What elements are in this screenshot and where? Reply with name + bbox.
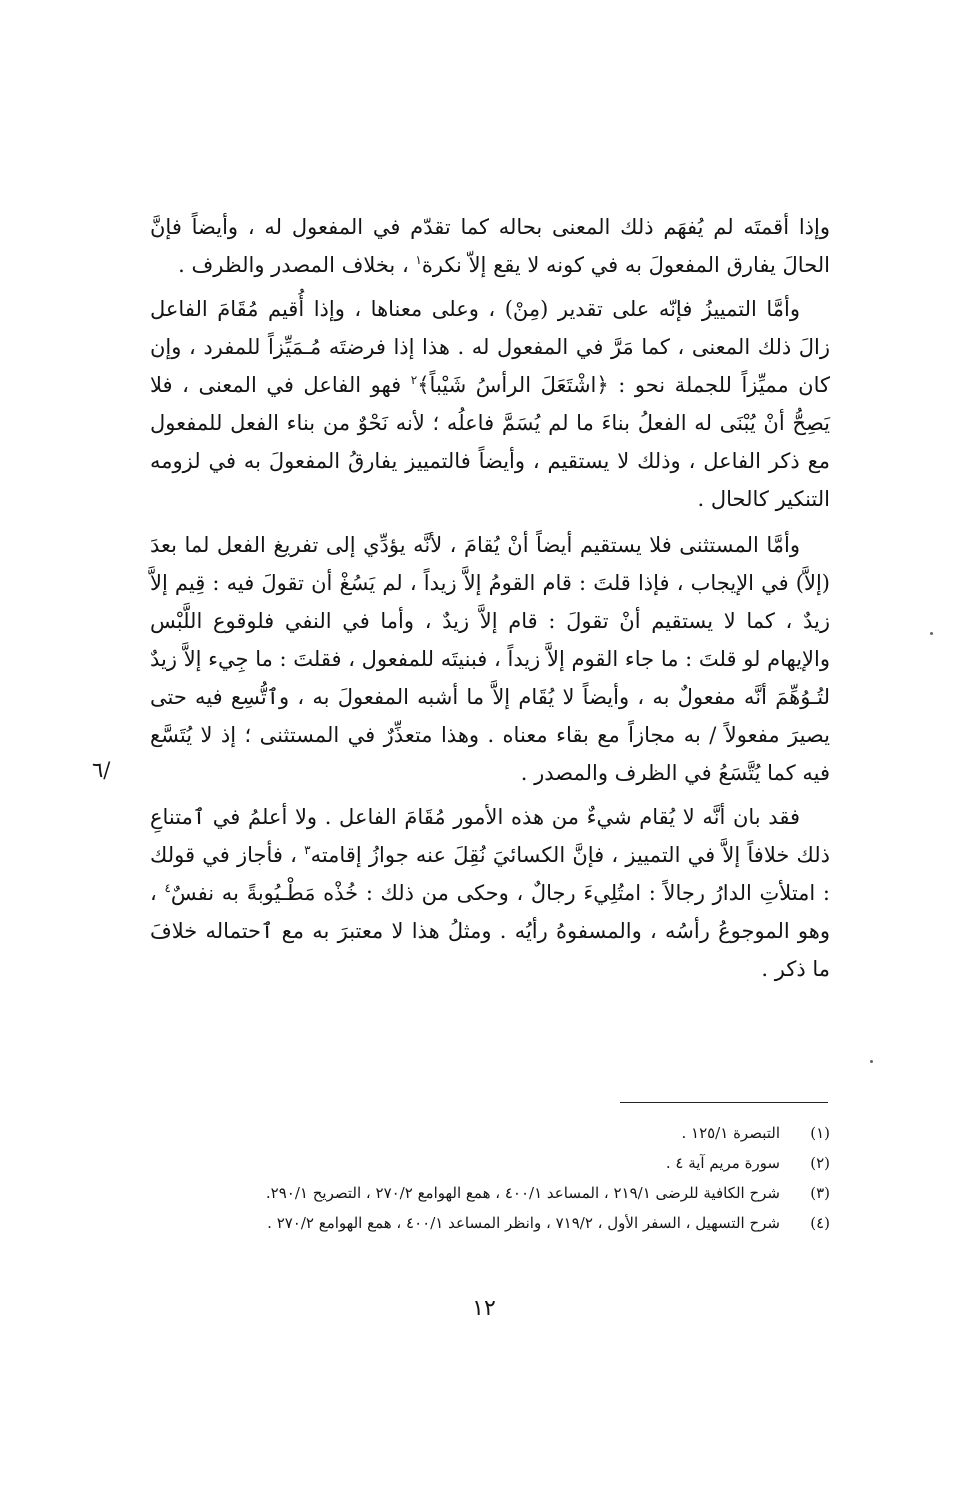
footnote-number: (٤)	[810, 1214, 830, 1232]
paragraph-4-text: فقد بان أنَّه لا يُقام شيءٌ من هذه الأمور مُقَامَ الفاعل . ولا أعلمُ في ٱمتناعِ ذلك خلافاً إلاَّ في التمييز ، فإنَّ الكسائيَ نُقِلَ عنه جوازُ إقامته	[150, 805, 830, 867]
paragraph-2-text: وأمَّا التمييزُ فإنّه على تقدير (مِنْ) ، وعلى معناها ، وإذا أُقيم مُقَامَ الفاعل زالَ ذلك المعنى ، كما مَرَّ في المفعول له . هذا إذا فرضتَه مُـمَيِّزاً للمفرد ، وإن كان مميِّزاً للجملة نحو : ﴿اشْتَعَلَ الرأسُ شَيْباً﴾	[150, 297, 830, 397]
footnote-text: شرح الكافية للرضى ٢١٩/١ ، المساعد ٤٠٠/١ ، همع الهوامع ٢٧٠/٢ ، التصريح ٢٩٠/١.	[265, 1184, 780, 1202]
footnote-text: التبصرة ١٢٥/١ .	[681, 1124, 780, 1142]
footnote-divider	[620, 1102, 828, 1103]
footnote-text: سورة مريم آية ٤ .	[665, 1154, 780, 1172]
scan-speck	[870, 1060, 873, 1063]
footnote-ref-3: ٣	[304, 843, 311, 857]
footnote-item	[130, 1178, 830, 1208]
main-text	[150, 208, 830, 994]
footnote-number: (٣)	[810, 1184, 830, 1202]
footnote-ref-1: ١	[415, 253, 422, 267]
margin-page-marker: /٦	[92, 758, 111, 782]
footnote-item	[130, 1148, 830, 1178]
paragraph-4-tail-a: ، فأجاز في قولك : امتلأتِ الدارُ رجالاً : امتُلِيءَ رجالٌ ، وحكى من ذلك : خُذْه مَطْـيُوبةً به نفسٌ	[150, 843, 830, 905]
footnote-ref-2: ٢	[410, 373, 418, 387]
paragraph-4	[150, 798, 830, 988]
paragraph-3-text: وأمَّا المستثنى فلا يستقيم أيضاً أنْ يُقامَ ، لأنَّه يؤدِّي إلى تفريغ الفعل لما بعدَ (إلاَّ) في الإيجاب ، فإذا قلتَ : قام القومُ إلاَّ زيداً ، لم يَسُغْ أن تقولَ فيه : قِيم إلاَّ زيدٌ ، كما لا يستقيم أنْ تقولَ : قام إلاَّ زيدٌ ، وأما في النفي فلوقوع اللَّبْس والإيهام لو قلتَ : ما جاء القوم إلاَّ زيداً ، فبنيتَه للمفعول ، فقلتَ : ما جِيء إلاَّ زيدٌ لتُـوُهِّمَ أنَّه مفعولٌ به ، وأيضاً لا يُقَام إلاَّ ما أشبه المفعولَ به ، وٱتُّسِع فيه حتى يصيرَ مفعولاً / به مجازاً مع بقاء معناه . وهذا متعذِّرٌ في المستثنى ؛ إذ لا يُتَسَّع فيه كما يُتَّسَعُ في الظرف والمصدر .	[150, 533, 830, 785]
paragraph-2	[150, 290, 830, 518]
footnote-text: شرح التسهيل ، السفر الأول ، ٧١٩/٢ ، وانظر المساعد ٤٠٠/١ ، همع الهوامع ٢٧٠/٢ .	[267, 1214, 780, 1232]
page-number: ١٢	[472, 1296, 496, 1321]
scan-speck	[930, 632, 933, 635]
paragraph-4-tail-b: ، وهو الموجوعُ رأسُه ، والمسفوهُ رأيُه . ومثلُ هذا لا معتبرَ به مع ٱحتماله خلافَ ما ذكر .	[150, 881, 830, 981]
paragraph-2-tail: فهو الفاعل في المعنى ، فلا يَصِحُّ أنْ يُبْنَى له الفعلُ بناءَ ما لم يُسَمَّ فاعلُه ؛ لأنه نَحْوٌ من بناء الفعل للمفعول مع ذكر الفاعل ، وذلك لا يستقيم ، وأيضاً فالتمييز يفارقُ المفعولَ به في لزومه التنكير كالحال .	[150, 373, 830, 511]
footnotes	[130, 1118, 830, 1238]
footnote-item	[130, 1208, 830, 1238]
footnote-ref-4: ٤	[164, 881, 171, 895]
paragraph-1-text: وإذا أقمتَه لم يُفهَم ذلك المعنى بحاله كما تقدّم في المفعول له ، وأيضاً فإنَّ الحالَ يفارق المفعولَ به في كونه لا يقع إلاّ نكرة	[150, 215, 830, 277]
paragraph-1	[150, 208, 830, 284]
footnote-number: (٢)	[810, 1154, 830, 1172]
footnote-item	[130, 1118, 830, 1148]
footnote-number: (١)	[810, 1124, 830, 1142]
paragraph-1-tail: ، بخلاف المصدر والظرف .	[178, 253, 409, 277]
paragraph-3	[150, 526, 830, 792]
